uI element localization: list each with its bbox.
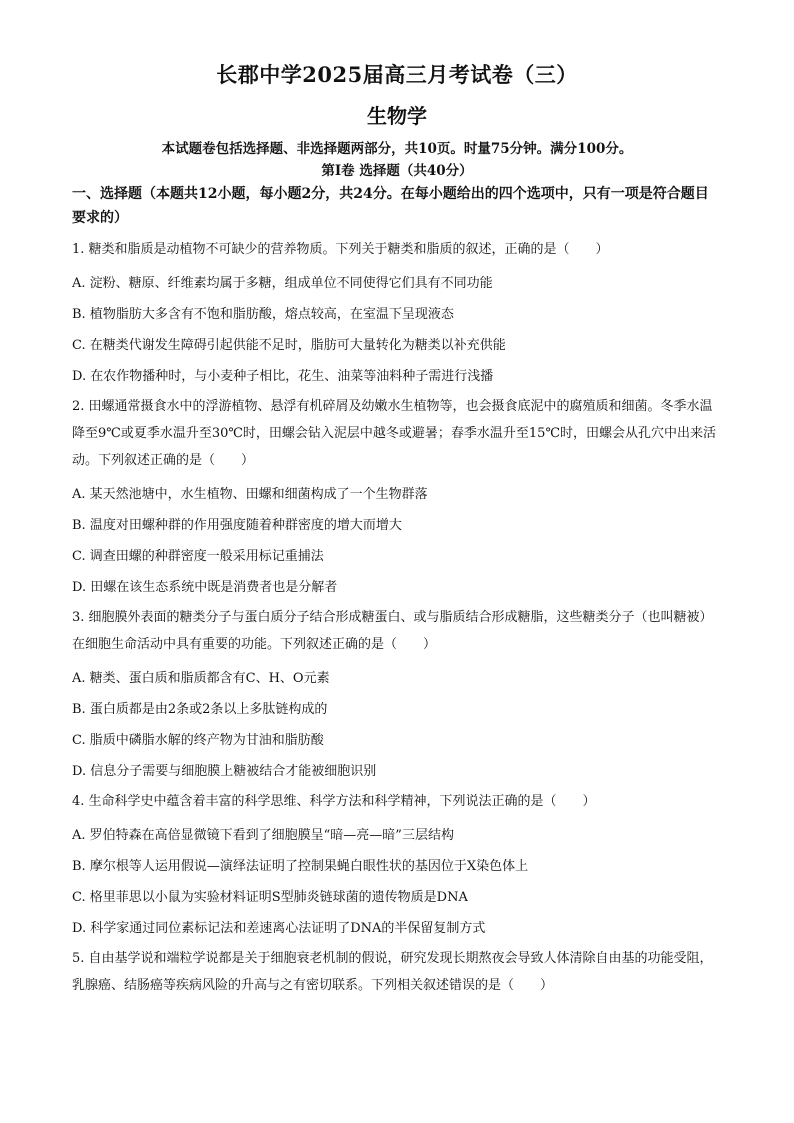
option-d: D. 信息分子需要与细胞膜上糖被结合才能被细胞识别	[72, 764, 377, 779]
option-a: A. 糖类、蛋白质和脂质都含有C、H、O元素	[72, 671, 330, 686]
option-d: D. 科学家通过同位素标记法和差速离心法证明了DNA的半保留复制方式	[72, 921, 486, 936]
question-stem: 2. 田螺通常摄食水中的浮游植物、悬浮有机碎屑及幼嫩水生植物等，也会摄食底泥中的腐殖质和细菌。冬季水温降至9℃或夏季水温升至30℃时，田螺会钻入泥层中越冬或避暑；春季水温升至15℃时，田螺会从孔穴中出来活动。下列叙述正确的是（ ）	[72, 399, 716, 468]
option-a: A. 罗伯特森在高倍显微镜下看到了细胞膜呈“暗—亮—暗”三层结构	[72, 828, 454, 843]
question-stem: 5. 自由基学说和端粒学说都是关于细胞衰老机制的假说，研究发现长期熬夜会导致人体清除自由基的功能受阻，乳腺癌、结肠癌等疾病风险的升高与之有密切联系。下列相关叙述错误的是（ ）	[72, 951, 713, 993]
option-d: D. 在农作物播种时，与小麦种子相比，花生、油菜等油料种子需进行浅播	[72, 369, 494, 384]
option-c: C. 在糖类代谢发生障碍引起供能不足时，脂肪可大量转化为糖类以补充供能	[72, 338, 506, 353]
option-c: C. 脂质中磷脂水解的终产物为甘油和脂肪酸	[72, 733, 324, 748]
option-a: A. 淀粉、糖原、纤维素均属于多糖，组成单位不同使得它们具有不同功能	[72, 276, 493, 291]
option-c: C. 格里菲思以小鼠为实验材料证明S型肺炎链球菌的遗传物质是DNA	[72, 890, 468, 905]
question-4	[72, 788, 722, 939]
option-b: B. 植物脂肪大多含有不饱和脂肪酸，熔点较高，在室温下呈现液态	[72, 307, 454, 322]
exam-title: 长郡中学2025届高三月考试卷（三）	[216, 62, 578, 87]
section-title: 一、选择题（本题共12小题，每小题2分，共24分。在每小题给出的四个选项中，只有一项是符合题目要求的）	[72, 186, 709, 226]
option-b: B. 温度对田螺种群的作用强度随着种群密度的增大而增大	[72, 518, 402, 533]
question-2	[72, 393, 722, 598]
question-3	[72, 604, 722, 782]
option-d: D. 田螺在该生态系统中既是消费者也是分解者	[72, 580, 338, 595]
question-1	[72, 236, 722, 387]
question-stem: 1. 糖类和脂质是动植物不可缺少的营养物质。下列关于糖类和脂质的叙述，正确的是（ ）	[72, 242, 609, 257]
exam-page	[72, 60, 722, 999]
part-title: 第Ⅰ卷 选择题（共40分）	[321, 163, 473, 179]
option-b: B. 蛋白质都是由2条或2条以上多肽链构成的	[72, 702, 328, 717]
question-stem: 4. 生命科学史中蕴含着丰富的科学思维、科学方法和科学精神，下列说法正确的是（ ）	[72, 794, 596, 809]
option-c: C. 调查田螺的种群密度一般采用标记重捕法	[72, 549, 324, 564]
option-b: B. 摩尔根等人运用假说—演绎法证明了控制果蝇白眼性状的基因位于X染色体上	[72, 859, 529, 874]
question-5	[72, 945, 722, 999]
subject-title: 生物学	[367, 104, 427, 128]
exam-intro: 本试题卷包括选择题、非选择题两部分，共10页。时量75分钟。满分100分。	[161, 141, 633, 157]
option-a: A. 某天然池塘中，水生植物、田螺和细菌构成了一个生物群落	[72, 487, 428, 502]
question-stem: 3. 细胞膜外表面的糖类分子与蛋白质分子结合形成糖蛋白、或与脂质结合形成糖脂，这些糖类分子（也叫糖被）在细胞生命活动中具有重要的功能。下列叙述正确的是（ ）	[72, 610, 713, 652]
